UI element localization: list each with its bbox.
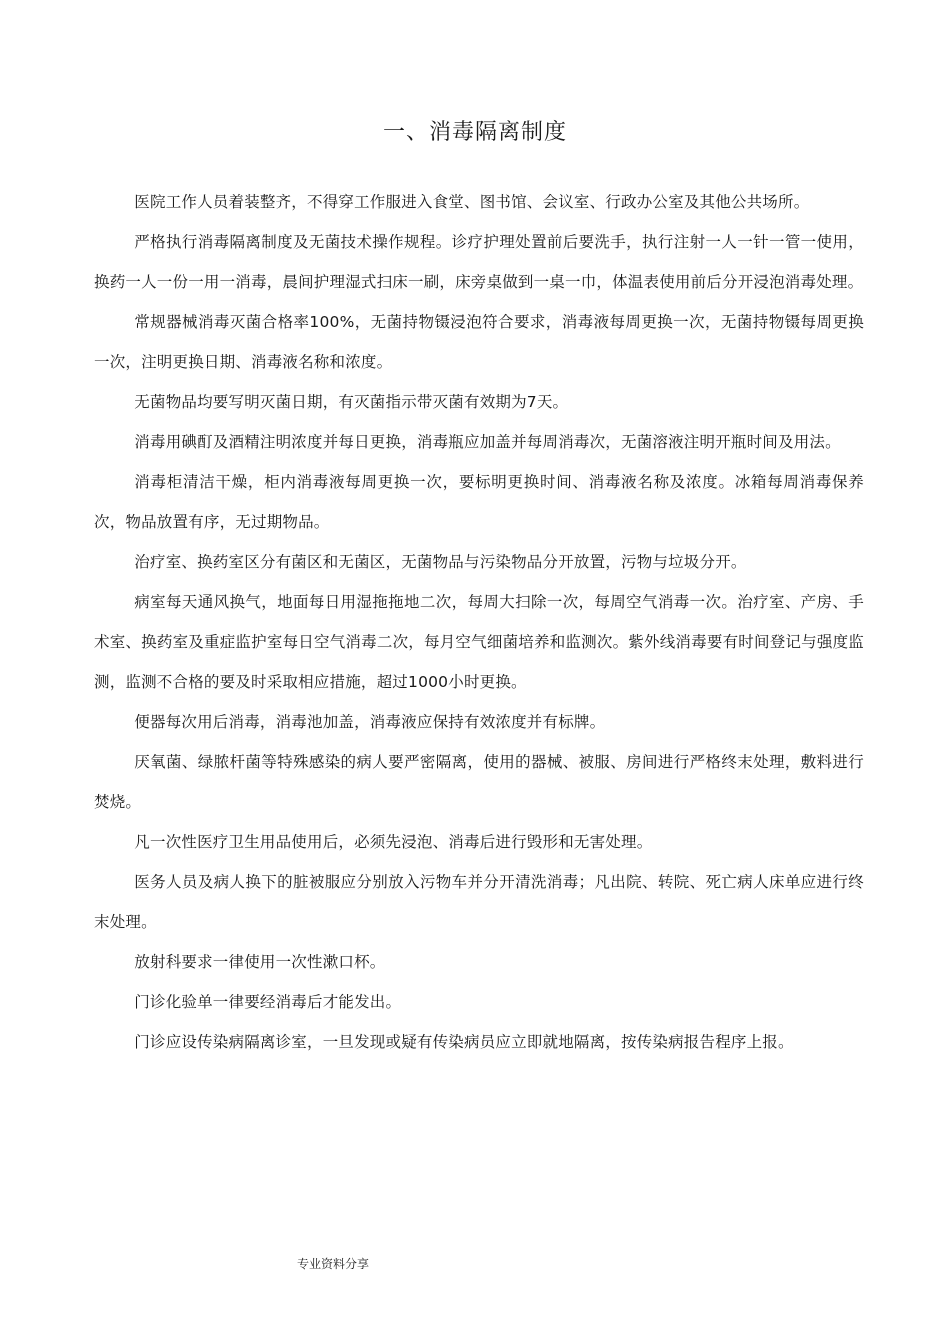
paragraph-radiology-cups: 放射科要求一律使用一次性漱口杯。 (134, 953, 386, 971)
paragraph-bedpan: 便器每次用后消毒，消毒池加盖，消毒液应保持有效浓度并有标牌。 (134, 713, 606, 731)
paragraph-lab-reports: 门诊化验单一律要经消毒后才能发出。 (134, 993, 402, 1011)
paragraph-linen: 医务人员及病人换下的脏被服应分别放入污物车并分开清洗消毒；凡出院、转院、死亡病人床单应进行终末处理。 (94, 873, 864, 931)
paragraph-isolation-clinic: 门诊应设传染病隔离诊室，一旦发现或疑有传染病员应立即就地隔离，按传染病报告程序上报。 (134, 1033, 794, 1051)
paragraph-disinfection-cabinet: 消毒柜清洁干燥，柜内消毒液每周更换一次，要标明更换时间、消毒液名称及浓度。冰箱每周消毒保养次，物品放置有序，无过期物品。 (94, 473, 864, 531)
paragraph-ward-ventilation: 病室每天通风换气，地面每日用湿拖拖地二次，每周大扫除一次，每周空气消毒一次。治疗室、产房、手术室、换药室及重症监护室每日空气消毒二次，每月空气细菌培养和监测次。紫外线消毒要有时间登记与强度监测，监测不合格的要及时采取相应措施，超过1000小时更换。 (94, 593, 864, 691)
paragraph-treatment-room: 治疗室、换药室区分有菌区和无菌区，无菌物品与污染物品分开放置，污物与垃圾分开。 (134, 553, 747, 571)
paragraph-iodine-alcohol: 消毒用碘酊及酒精注明浓度并每日更换，消毒瓶应加盖并每周消毒次，无菌溶液注明开瓶时间及用法。 (134, 433, 841, 451)
page-footer: 专业资料分享 (297, 1257, 370, 1271)
paragraph-disposables: 凡一次性医疗卫生用品使用后，必须先浸泡、消毒后进行毁形和无害处理。 (134, 833, 653, 851)
paragraph-sterile-items: 无菌物品均要写明灭菌日期，有灭菌指示带灭菌有效期为7天。 (134, 393, 569, 411)
document-body (94, 182, 864, 1062)
paragraph-aseptic-rules: 严格执行消毒隔离制度及无菌技术操作规程。诊疗护理处置前后要洗手，执行注射一人一针一管一使用，换药一人一份一用一消毒，晨间护理湿式扫床一刷，床旁桌做到一桌一巾，体温表使用前后分开浸泡消毒处理。 (94, 233, 864, 291)
page-title: 一、消毒隔离制度 (382, 120, 567, 145)
paragraph-special-infection: 厌氧菌、绿脓杆菌等特殊感染的病人要严密隔离，使用的器械、被服、房间进行严格终末处理，敷料进行焚烧。 (94, 753, 864, 811)
paragraph-instrument-sterilization: 常规器械消毒灭菌合格率100%，无菌持物镊浸泡符合要求，消毒液每周更换一次，无菌持物镊每周更换一次，注明更换日期、消毒液名称和浓度。 (94, 313, 864, 371)
paragraph-attire: 医院工作人员着装整齐，不得穿工作服进入食堂、图书馆、会议室、行政办公室及其他公共场所。 (134, 193, 810, 211)
